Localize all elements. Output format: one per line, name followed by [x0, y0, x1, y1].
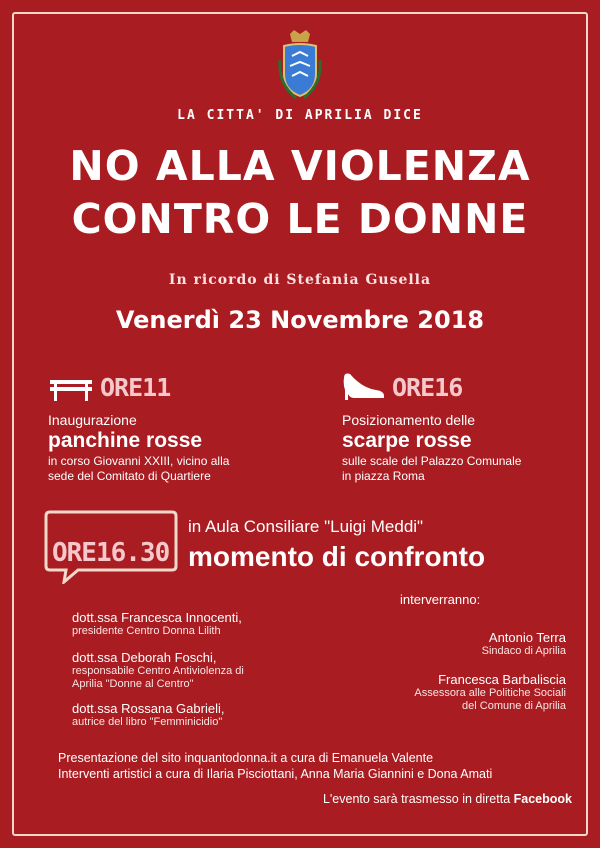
event-1-detail-1: in corso Giovanni XXIII, vicino alla [48, 454, 230, 468]
speaker-role: presidente Centro Donna Lilith [72, 625, 221, 637]
speaker-name: dott.ssa Deborah Foschi, [72, 650, 217, 665]
live-stream-note [323, 792, 572, 806]
speaker-role: autrice del libro "Femminicidio" [72, 716, 223, 728]
main-event-title: momento di confronto [188, 541, 486, 572]
speaker-item [346, 630, 566, 658]
speaker-name: dott.ssa Rossana Gabrieli, [72, 701, 225, 716]
event-1-detail-2: sede del Comitato di Quartiere [48, 469, 211, 483]
live-platform: Facebook [513, 792, 572, 806]
main-event-time: ORE16.30 [52, 538, 170, 568]
event-2-title: scarpe rosse [342, 429, 472, 452]
shoe-icon [342, 370, 386, 400]
intervene-label: interverranno: [400, 592, 481, 607]
speaker-item [72, 701, 332, 729]
speaker-name: Francesca Barbaliscia [438, 672, 566, 687]
event-2-time: ORE16 [392, 373, 463, 402]
footer-line-2: Interventi artistici a cura di Ilaria Pisciottani, Anna Maria Giannini e Dona Amati [58, 767, 493, 781]
speaker-role: Aprilia "Donne al Centro" [72, 678, 194, 690]
speaker-role: Sindaco di Aprilia [481, 645, 566, 657]
event-1-label: Inaugurazione [48, 412, 137, 428]
event-2-detail-2: in piazza Roma [342, 469, 425, 483]
event-2-label: Posizionamento delle [342, 412, 476, 428]
event-1-time: ORE11 [100, 373, 171, 402]
speaker-item [72, 610, 332, 638]
event-1-title: panchine rosse [48, 429, 203, 452]
headline-line-2: CONTRO LE DONNE [71, 195, 529, 243]
headline-line-1: NO ALLA VIOLENZA [69, 142, 531, 190]
speaker-role: del Comune di Aprilia [462, 700, 566, 712]
speaker-role: responsabile Centro Antiviolenza di [72, 665, 244, 677]
speaker-list-left [72, 610, 332, 729]
speaker-item [346, 672, 566, 713]
event-2-detail-1: sulle scale del Palazzo Comunale [342, 454, 522, 468]
main-event-place: in Aula Consiliare "Luigi Meddi" [188, 517, 424, 536]
kicker: LA CITTA' DI APRILIA DICE [177, 108, 423, 123]
bench-icon [48, 378, 94, 402]
speaker-name: dott.ssa Francesca Innocenti, [72, 610, 242, 625]
live-prefix: L'evento sarà trasmesso in diretta [322, 792, 514, 806]
aprilia-crest-icon [276, 30, 324, 102]
speaker-name: Antonio Terra [488, 630, 566, 645]
event-date: Venerdì 23 Novembre 2018 [115, 306, 485, 334]
speaker-role: Assessora alle Politiche Sociali [414, 687, 566, 699]
speaker-list-right [346, 630, 566, 713]
footer-line-1: Presentazione del sito inquantodonna.it a cura di Emanuela Valente [58, 751, 434, 765]
memory-subtitle: In ricordo di Stefania Gusella [168, 272, 432, 288]
footer-credits [58, 750, 578, 782]
speaker-item [72, 650, 332, 691]
